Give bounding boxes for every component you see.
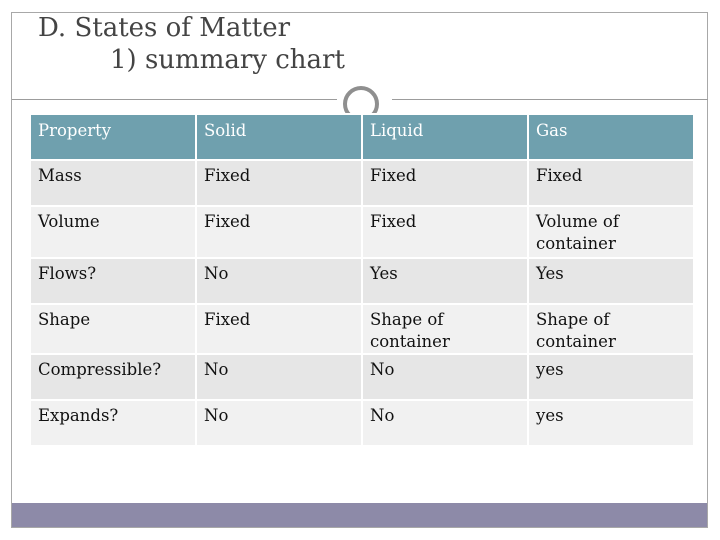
table-row — [30, 160, 694, 206]
table-cell: Yes — [528, 258, 694, 304]
header-cell-liquid: Liquid — [362, 114, 528, 160]
header-cell-gas: Gas — [528, 114, 694, 160]
table-cell: Fixed — [196, 304, 362, 354]
table-cell: Compressible? — [30, 354, 196, 400]
table-row — [30, 304, 694, 354]
table-row — [30, 354, 694, 400]
table-row — [30, 206, 694, 258]
table-cell: Expands? — [30, 400, 196, 446]
table-cell: No — [196, 354, 362, 400]
table-cell: Fixed — [362, 206, 528, 258]
table-cell: Shape of container — [362, 304, 528, 354]
table-row — [30, 400, 694, 446]
table-header-row — [30, 114, 694, 160]
table-cell: yes — [528, 354, 694, 400]
table-cell: Volume of container — [528, 206, 694, 258]
header-cell-property: Property — [30, 114, 196, 160]
table-cell: Shape of container — [528, 304, 694, 354]
table-cell: No — [362, 400, 528, 446]
slide-title: D. States of Matter — [38, 13, 291, 43]
slide-subtitle: 1) summary chart — [110, 45, 345, 75]
table-cell: yes — [528, 400, 694, 446]
summary-table — [29, 113, 695, 447]
table-cell: No — [196, 258, 362, 304]
table-cell: Flows? — [30, 258, 196, 304]
table-cell: Fixed — [196, 206, 362, 258]
table-cell: Fixed — [528, 160, 694, 206]
table-cell: No — [362, 354, 528, 400]
title-divider-left — [12, 99, 337, 100]
table-cell: Yes — [362, 258, 528, 304]
header-cell-solid: Solid — [196, 114, 362, 160]
table-cell: Fixed — [362, 160, 528, 206]
table-cell: Volume — [30, 206, 196, 258]
table-cell: Shape — [30, 304, 196, 354]
title-divider-right — [392, 99, 708, 100]
table-cell: Fixed — [196, 160, 362, 206]
table-row — [30, 258, 694, 304]
table-cell: No — [196, 400, 362, 446]
bottom-bar — [12, 503, 707, 527]
table-cell: Mass — [30, 160, 196, 206]
